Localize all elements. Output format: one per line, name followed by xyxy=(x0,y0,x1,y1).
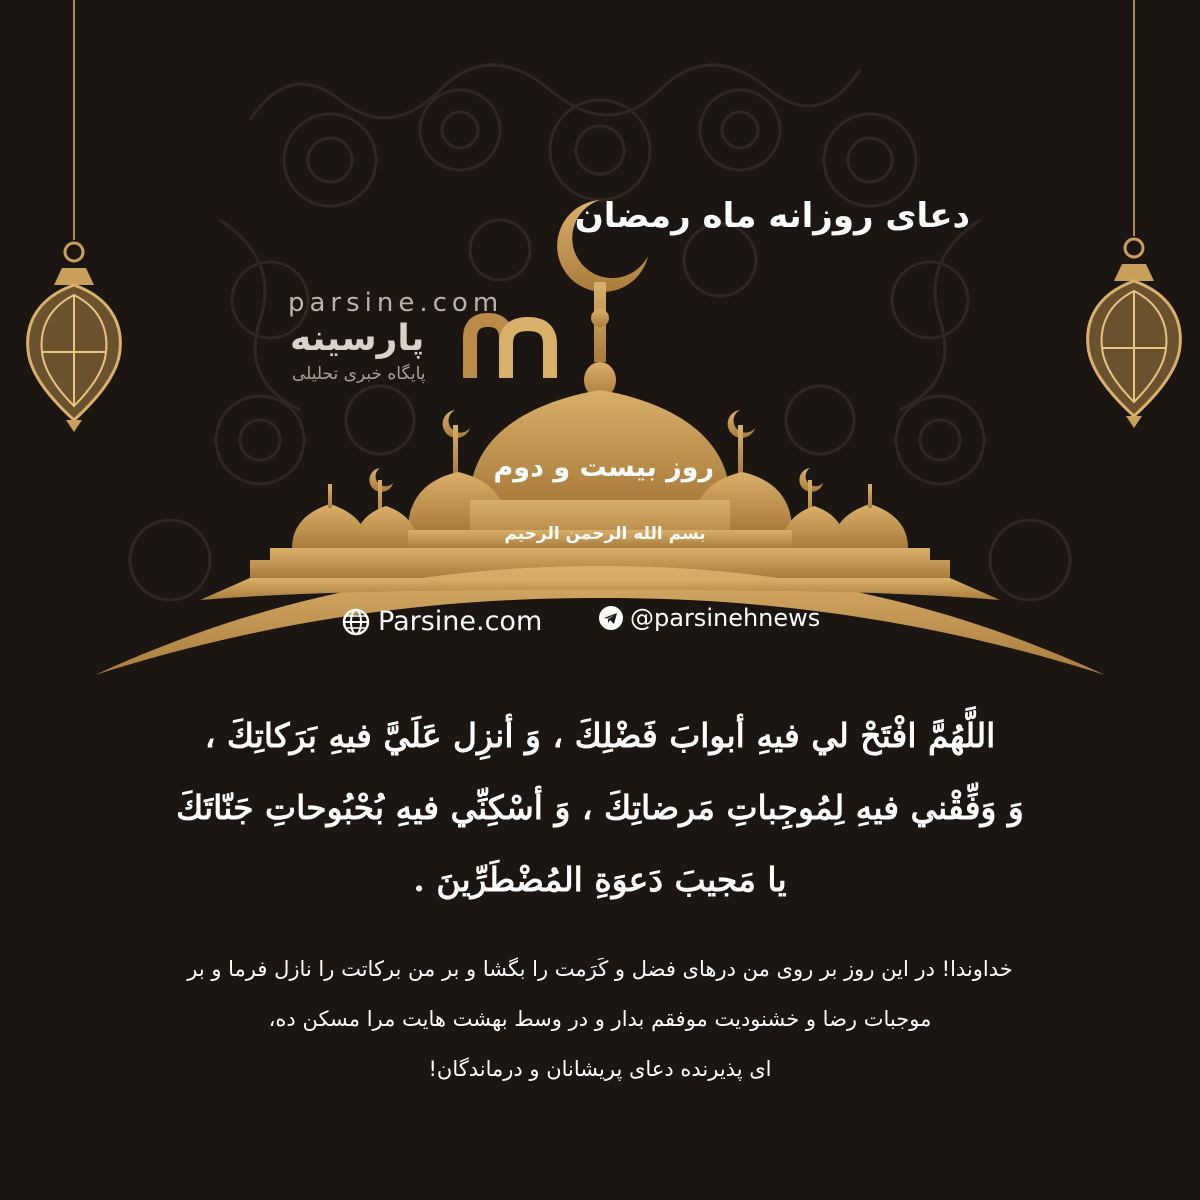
parsine-logo-icon xyxy=(462,308,572,388)
logo-name: پارسینه xyxy=(290,318,425,359)
logo-url-text: parsine.com xyxy=(288,288,504,318)
globe-icon xyxy=(342,608,370,636)
telegram-link[interactable] xyxy=(598,604,820,632)
website-link[interactable] xyxy=(342,606,542,637)
persian-line: ای پذیرنده دعای پریشانان و درماندگان! xyxy=(428,1057,772,1081)
persian-line: موجبات رضا و خشنودیت موفقم بدار و در وسط بهشت هایت مرا مسکن ده، xyxy=(268,1007,932,1031)
arabic-line: اللَّهُمَّ افْتَحْ لي فيهِ أبوابَ فَضْلِكَ ، وَ أنزِل عَلَيَّ فيهِ بَرَكاتِكَ ، xyxy=(204,716,996,755)
persian-translation xyxy=(80,944,1120,1094)
logo-subtitle: پایگاه خبری تحلیلی xyxy=(292,364,426,384)
website-label: Parsine.com xyxy=(378,606,543,637)
arabic-line: وَ وَفِّقْني فيهِ لِمُوجِباتِ مَرضاتِكَ ، وَ أسْكِنِّي فيهِ بُحْبُوحاتِ جَنّاتَكَ xyxy=(176,788,1024,827)
day-label: روز بیست و دوم xyxy=(493,452,714,483)
basmala-text: بسم الله الرحمن الرحیم xyxy=(504,524,706,544)
telegram-label: @parsinehnews xyxy=(630,604,821,632)
arabic-prayer xyxy=(100,700,1100,916)
telegram-icon xyxy=(598,605,624,631)
arabic-line: يا مَجيبَ دَعوَةِ المُضْطَرِّينَ . xyxy=(413,860,787,899)
page-title: دعای روزانه ماه رمضان xyxy=(574,196,970,236)
persian-line: خداوندا! در این روز بر روی من درهای فضل و کَرَمت را بگشا و بر من برکاتت را نازل فرما و بر xyxy=(187,957,1013,981)
